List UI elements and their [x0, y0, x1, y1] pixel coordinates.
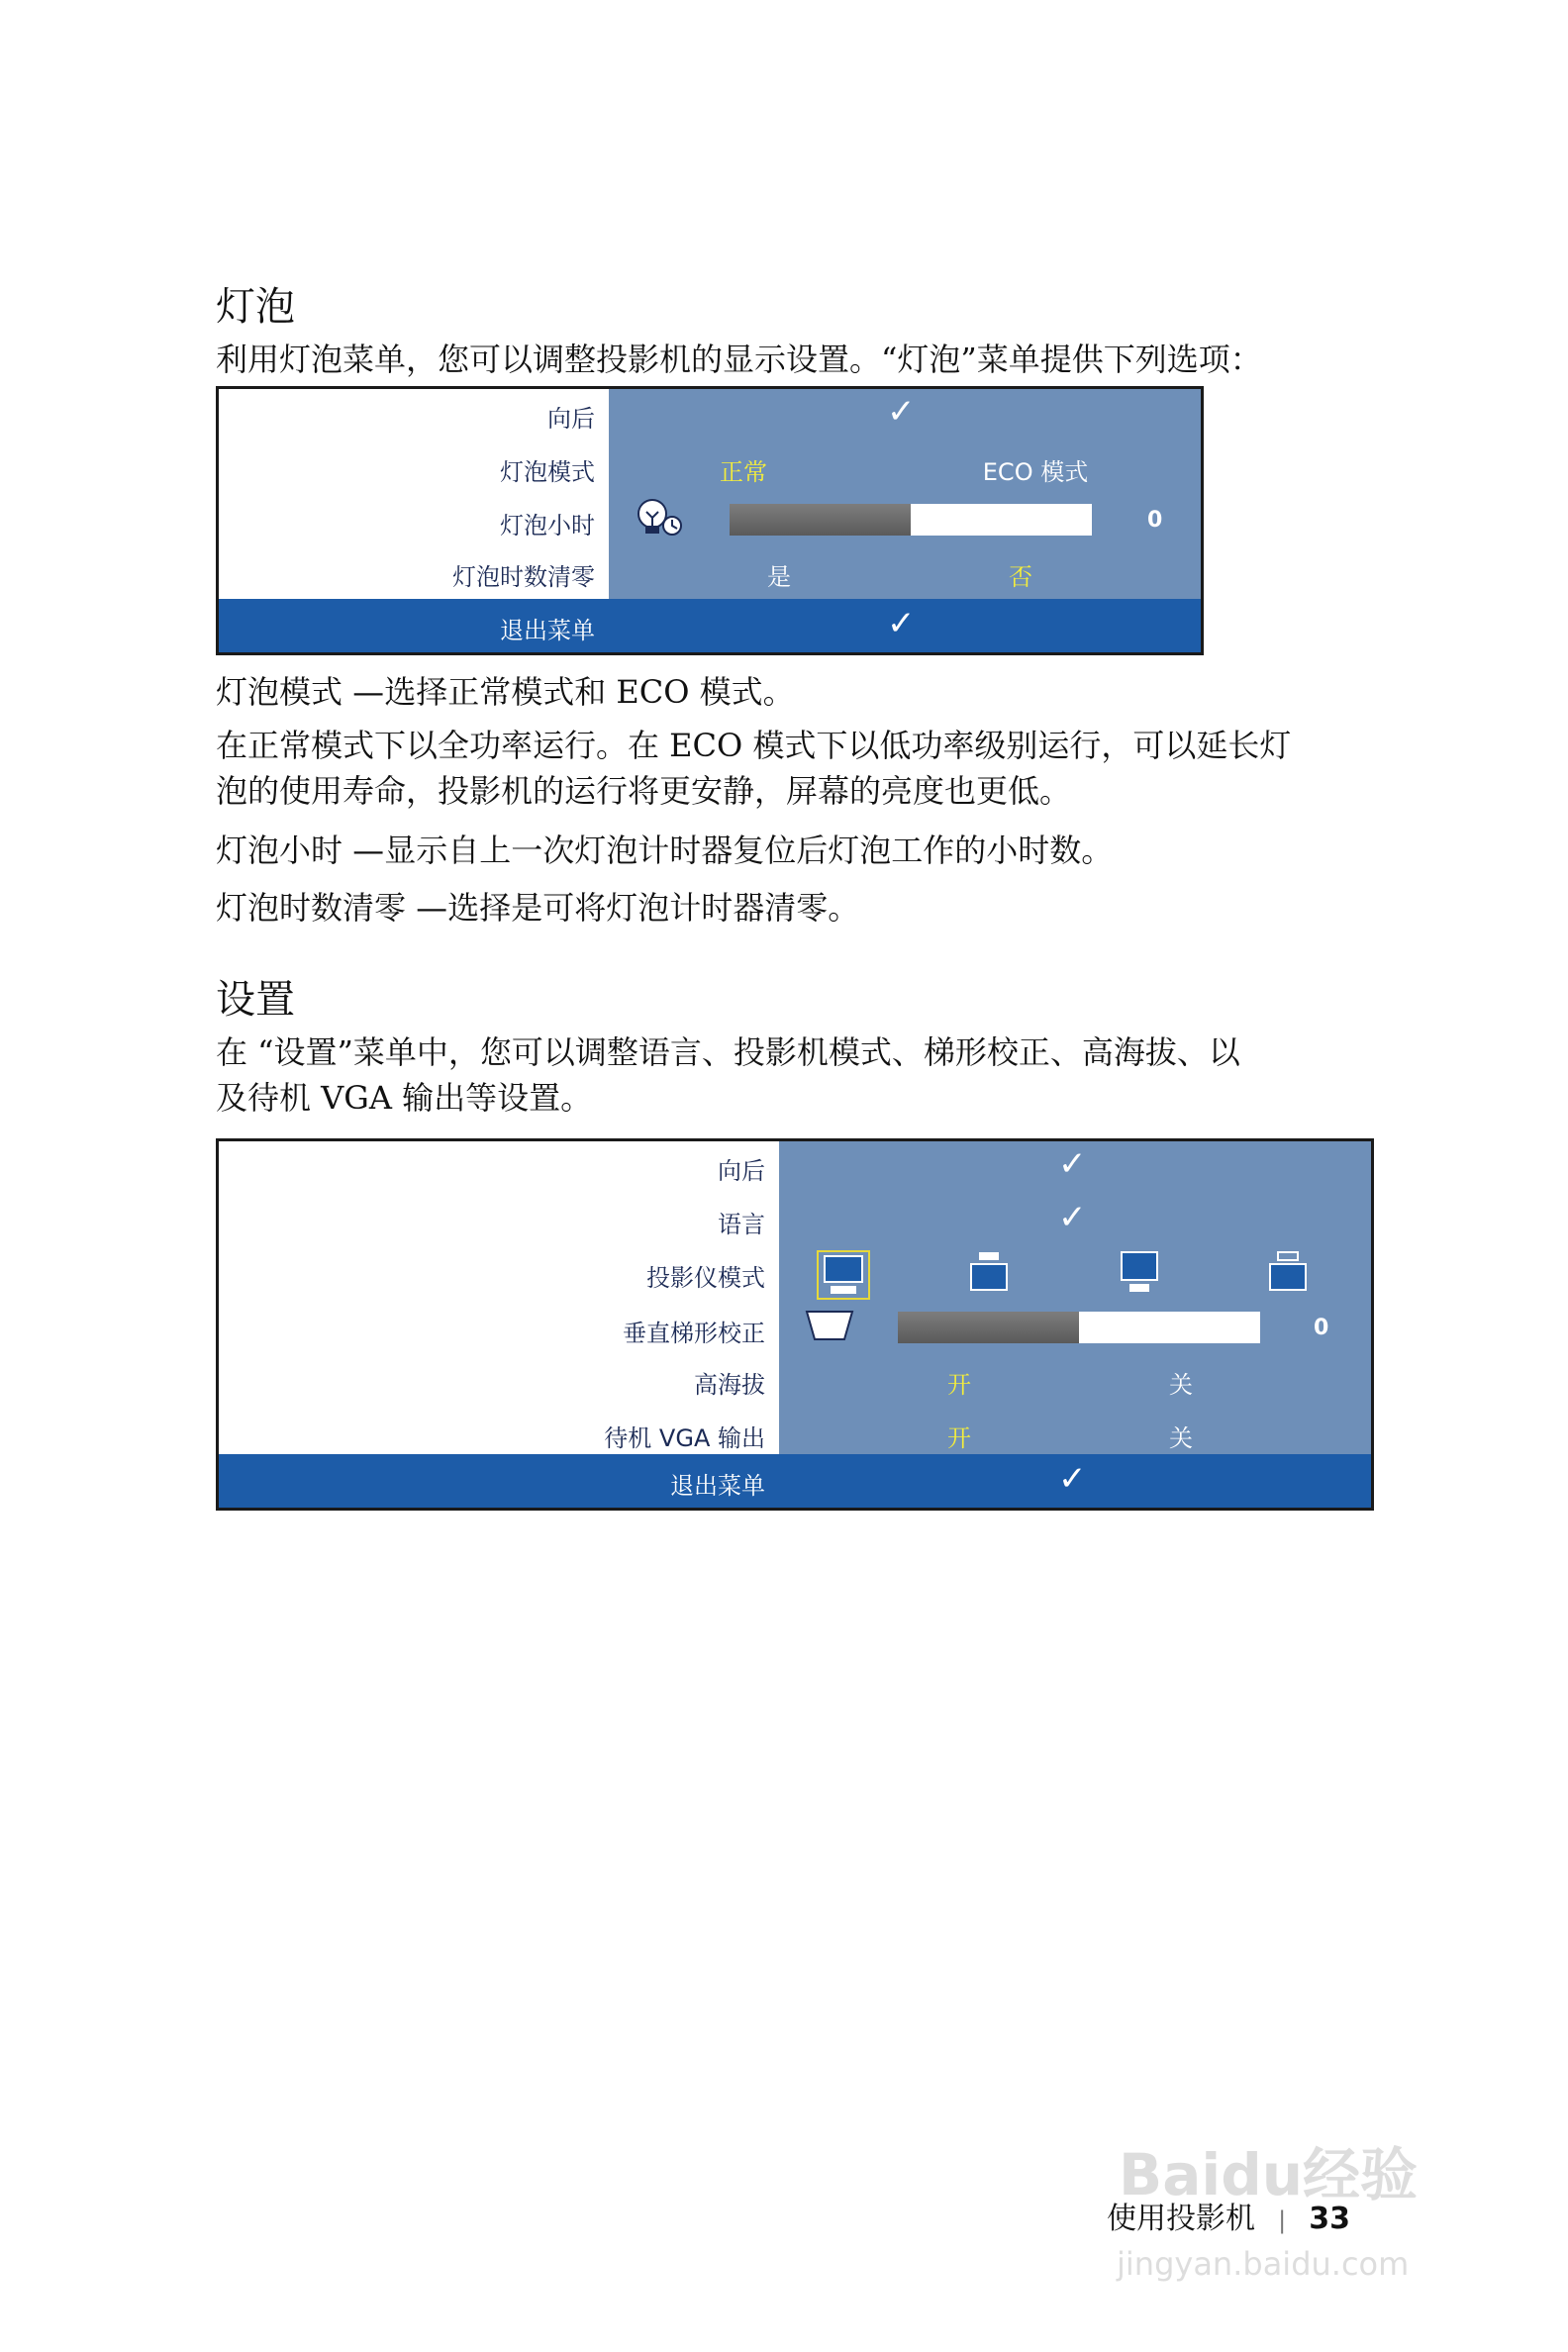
lamp-hour-text: 显示自上一次灯泡计时器复位后灯泡工作的小时数。: [384, 832, 1114, 869]
option-standby-on[interactable]: 开: [947, 1424, 971, 1452]
osd-label-back: 向后: [718, 1157, 765, 1185]
rear-projection-ceiling-icon[interactable]: [1266, 1250, 1310, 1294]
osd-row-back[interactable]: [219, 389, 1201, 441]
settings-intro-line-2: 及待机 VGA 输出等设置。: [216, 1079, 593, 1117]
osd-label-keystone: 垂直梯形校正: [623, 1320, 765, 1347]
osd-row-lamp-mode[interactable]: [219, 441, 1201, 492]
term-lamp-mode: 灯泡模式 —: [216, 673, 385, 711]
osd-label-language: 语言: [718, 1211, 765, 1238]
osd-label-lamp-reset: 灯泡时数清零: [452, 563, 595, 591]
option-yes[interactable]: 是: [767, 563, 791, 591]
term-lamp-reset: 灯泡时数清零 —: [216, 889, 448, 927]
lamp-mode-description: [216, 669, 1433, 715]
baidu-jingyan-watermark: [1119, 2128, 1418, 2211]
osd-row-standby-vga[interactable]: [219, 1405, 1371, 1458]
option-altitude-on[interactable]: 开: [947, 1371, 971, 1399]
normal-eco-line-2: 泡的使用寿命，投影机的运行将更安静，屏幕的亮度也更低。: [216, 772, 1072, 810]
rear-projection-desktop-icon[interactable]: [1118, 1250, 1161, 1294]
option-normal[interactable]: 正常: [720, 458, 767, 486]
normal-eco-description: [216, 723, 1443, 814]
option-standby-off[interactable]: 关: [1169, 1424, 1193, 1452]
section-heading-settings: 设置: [216, 977, 295, 1023]
checkmark-icon[interactable]: ✓: [887, 392, 916, 432]
osd-label-exit: 退出菜单: [500, 617, 595, 644]
osd-label-exit: 退出菜单: [670, 1472, 765, 1500]
settings-intro-paragraph: [216, 1029, 1443, 1121]
front-projection-desktop-icon[interactable]: [817, 1250, 870, 1300]
osd-row-keystone[interactable]: [219, 1300, 1371, 1353]
watermark-url: jingyan.baidu.com: [1117, 2245, 1410, 2283]
lamp-timer-icon: [633, 496, 692, 543]
osd-row-language[interactable]: [219, 1193, 1371, 1244]
lamp-reset-text-post: 可将灯泡计时器清零。: [542, 889, 860, 927]
option-altitude-off[interactable]: 关: [1169, 1371, 1193, 1399]
osd-row-altitude[interactable]: [219, 1353, 1371, 1405]
lamp-reset-description: [216, 885, 1433, 931]
osd-row-projector-mode[interactable]: [219, 1244, 1371, 1300]
lamp-hour-progress-bar: [730, 504, 1092, 536]
keystone-icon: [805, 1308, 854, 1343]
osd-row-back[interactable]: [219, 1141, 1371, 1193]
checkmark-icon[interactable]: ✓: [1058, 1144, 1087, 1184]
watermark-brand: Baidu经验: [1119, 2141, 1419, 2208]
footer-section-name: 使用投影机: [1107, 2202, 1255, 2236]
settings-intro-line-1: 在 “设置”菜单中，您可以调整语言、投影机模式、梯形校正、高海拔、以: [216, 1033, 1240, 1071]
osd-label-lamp-mode: 灯泡模式: [500, 458, 595, 486]
osd-label-back: 向后: [547, 405, 595, 433]
osd-row-lamp-reset[interactable]: [219, 545, 1201, 597]
settings-osd-menu: [216, 1138, 1374, 1511]
osd-label-standby-vga: 待机 VGA 输出: [604, 1424, 765, 1452]
exit-checkmark-icon[interactable]: ✓: [887, 604, 916, 643]
section-heading-lamp: 灯泡: [216, 284, 295, 330]
keystone-value: 0: [1314, 1316, 1329, 1340]
normal-eco-line-1: 在正常模式下以全功率运行。在 ECO 模式下以低功率级别运行，可以延长灯: [216, 727, 1292, 764]
keystone-progress-fill: [898, 1312, 1079, 1343]
checkmark-icon[interactable]: ✓: [1058, 1198, 1087, 1237]
keystone-progress-bar[interactable]: [898, 1312, 1260, 1343]
option-no[interactable]: 否: [1009, 563, 1032, 591]
osd-row-lamp-hour: [219, 492, 1201, 545]
lamp-osd-menu: [216, 386, 1204, 655]
front-projection-ceiling-icon[interactable]: [967, 1250, 1011, 1294]
footer-separator: |: [1278, 2206, 1287, 2234]
lamp-hour-value: 0: [1147, 508, 1163, 533]
osd-exit-row[interactable]: [219, 599, 1201, 652]
option-eco-mode[interactable]: ECO 模式: [982, 458, 1089, 486]
lamp-reset-yes-term: 是: [511, 889, 543, 927]
lamp-mode-text: 选择正常模式和 ECO 模式。: [384, 673, 795, 711]
osd-label-projector-mode: 投影仪模式: [646, 1264, 765, 1292]
lamp-reset-text-pre: 选择: [447, 889, 512, 927]
lamp-hour-progress-fill: [730, 504, 911, 536]
osd-label-lamp-hour: 灯泡小时: [500, 512, 595, 539]
page-number: 33: [1309, 2202, 1351, 2236]
osd-label-altitude: 高海拔: [694, 1371, 765, 1399]
lamp-intro-paragraph: 利用灯泡菜单，您可以调整投影机的显示设置。“灯泡”菜单提供下列选项：: [216, 341, 1262, 378]
osd-exit-row[interactable]: [219, 1454, 1371, 1508]
exit-checkmark-icon[interactable]: ✓: [1058, 1459, 1087, 1499]
lamp-hour-description: [216, 828, 1433, 873]
term-lamp-hour: 灯泡小时 —: [216, 832, 385, 869]
